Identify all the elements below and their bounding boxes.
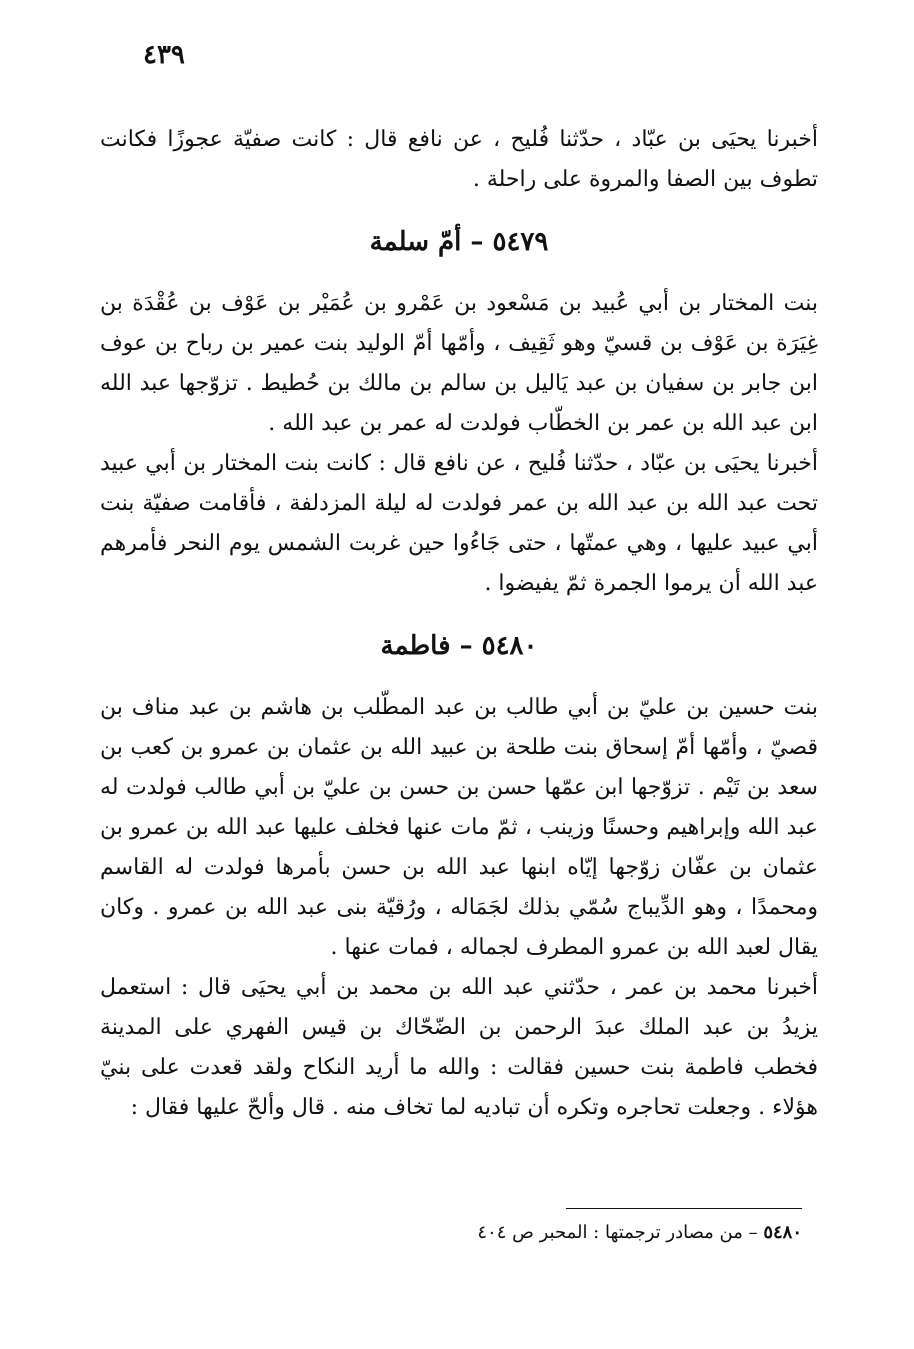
footnote (477, 1218, 802, 1248)
footnote-text: – من مصادر ترجمتها : المحبر ص ٤٠٤ (477, 1222, 764, 1243)
entry-paragraph: أخبرنا محمد بن عمر ، حدّثني عبد الله بن محمد بن أبي يحيَى قال : استعمل يزيدُ بن عبد الملك عبدَ الرحمن بن الضّحّاك بن قيس الفهري على المدينة فخطب فاطمة بنت حسين فقالت : والله ما أريد النكاح ولقد قعدت على بنيّ هؤلاء . وجعلت تحاجره وتكره أن تباديه لما تخاف منه . قال وألحّ عليها فقال : (100, 975, 818, 1120)
main-text (100, 120, 818, 1128)
entry-paragraph: بنت المختار بن أبي عُبيد بن مَسْعود بن عَمْرو بن عُمَيْر بن عَوْف بن عُقْدَة بن غِيَرَة بن عَوْف بن قسيّ وهو ثَقِيف ، وأمّها أمّ الوليد بنت عمير بن رباح بن عوف ابن جابر بن سفيان بن عبد يَاليل بن سالم بن مالك بن حُطيط . تزوّجها عبد الله ابن عبد الله بن عمر بن الخطّاب فولدت له عمر بن عبد الله . (100, 291, 818, 436)
footnote-ref: ٥٤٨٠ (763, 1222, 802, 1243)
opening-paragraph: أخبرنا يحيَى بن عبّاد ، حدّثنا فُليح ، عن نافع قال : كانت صفيّة عجوزًا فكانت تطوف بين الصفا والمروة على راحلة . (100, 127, 818, 192)
page-number: ٤٣٩ (143, 40, 185, 70)
entry-umm-salama (100, 222, 818, 604)
footnote-divider (566, 1208, 802, 1209)
entry-fatima (100, 626, 818, 1128)
entry-paragraph: أخبرنا يحيَى بن عبّاد ، حدّثنا فُليح ، عن نافع قال : كانت بنت المختار بن أبي عبيد تحت عبد الله بن عبد الله بن عمر فولدت له ليلة المزدلفة ، فأقامت صفيّة بنت أبي عبيد عليها ، وهي عمتّها ، حتى جَاءُوا حين غربت الشمس يوم النحر فأمرهم عبد الله أن يرموا الجمرة ثمّ يفيضوا . (100, 451, 818, 596)
entry-heading: ٥٤٨٠ – فاطمة (380, 631, 538, 661)
entry-heading: ٥٤٧٩ – أمّ سلمة (369, 227, 549, 257)
entry-paragraph: بنت حسين بن عليّ بن أبي طالب بن عبد المطّلب بن هاشم بن عبد مناف بن قصيّ ، وأمّها أمّ إسحاق بنت طلحة بن عبيد الله بن عثمان بن عمرو بن كعب بن سعد بن تَيْم . تزوّجها ابن عمّها حسن بن حسن بن عليّ بن أبي طالب فولدت له عبد الله وإبراهيم وحسنًا وزينب ، ثمّ مات عنها فخلف عليها عبد الله بن عمرو بن عثمان بن عفّان زوّجها إيّاه ابنها عبد الله بن حسن بأمرها فولدت له القاسم ومحمدًا ، وهو الدِّيباج سُمّي بذلك لجَمَاله ، ورُقيّة بنى عبد الله بن عمرو . وكان يقال لعبد الله بن عمرو المطرف لجماله ، فمات عنها . (100, 695, 818, 960)
